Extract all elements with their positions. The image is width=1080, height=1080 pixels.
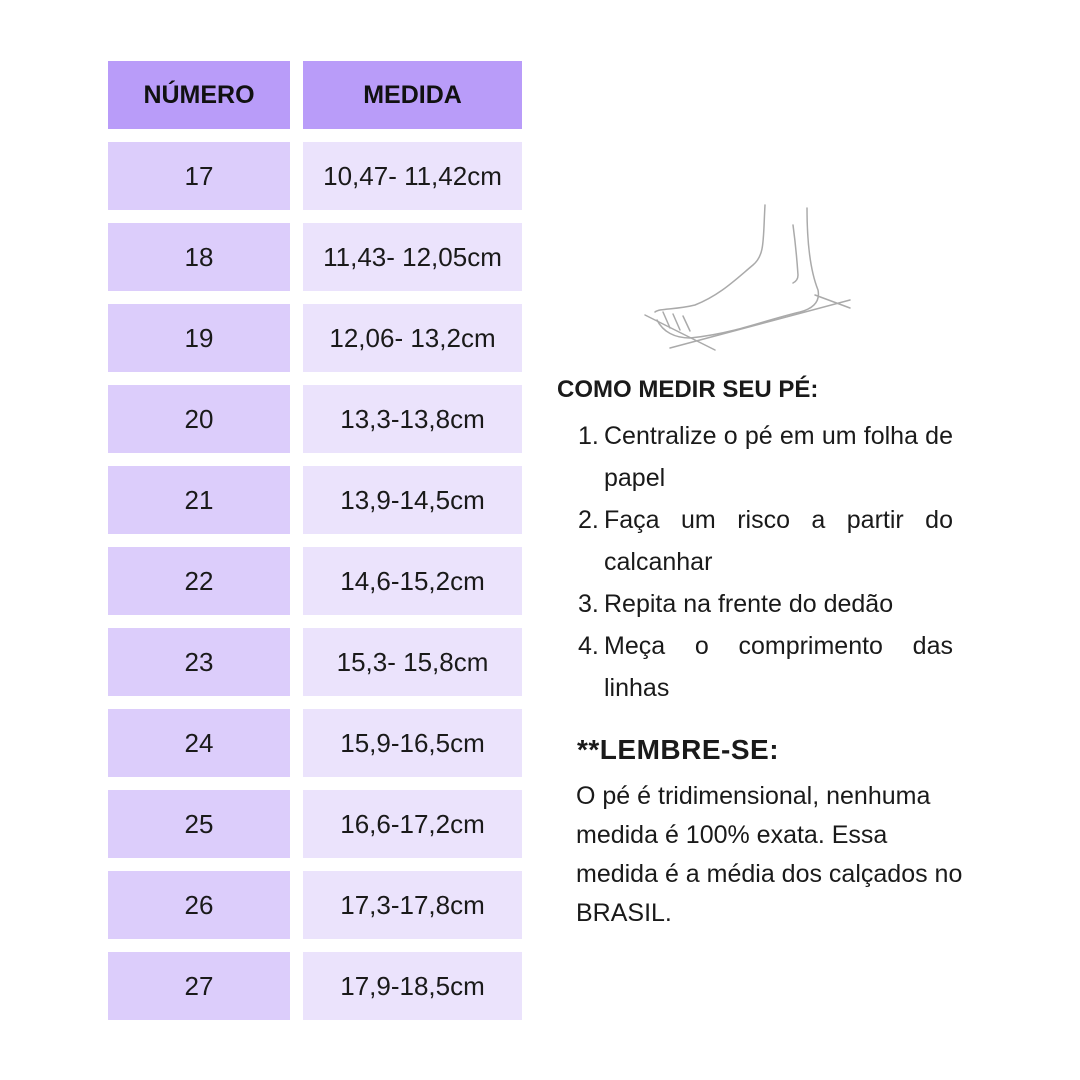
step-item	[578, 499, 953, 583]
header-medida: MEDIDA	[303, 61, 522, 129]
howto-title: COMO MEDIR SEU PÉ:	[557, 376, 819, 403]
size-cell: 23	[108, 628, 290, 696]
step-number: 4.	[578, 632, 599, 660]
measure-cell: 11,43- 12,05cm	[303, 223, 522, 291]
size-cell: 22	[108, 547, 290, 615]
howto-steps	[578, 415, 953, 709]
measure-cell: 16,6-17,2cm	[303, 790, 522, 858]
measure-cell: 15,9-16,5cm	[303, 709, 522, 777]
step-text: Faça um risco a partir do calcanhar	[604, 506, 953, 576]
size-cell: 24	[108, 709, 290, 777]
size-cell: 21	[108, 466, 290, 534]
measure-cell: 17,9-18,5cm	[303, 952, 522, 1020]
measure-cell: 17,3-17,8cm	[303, 871, 522, 939]
measure-cell: 15,3- 15,8cm	[303, 628, 522, 696]
step-number: 1.	[578, 422, 599, 450]
step-text: Repita na frente do dedão	[604, 590, 894, 618]
measure-cell: 12,06- 13,2cm	[303, 304, 522, 372]
size-cell: 25	[108, 790, 290, 858]
measure-cell: 10,47- 11,42cm	[303, 142, 522, 210]
measure-cell: 13,3-13,8cm	[303, 385, 522, 453]
measure-cell: 13,9-14,5cm	[303, 466, 522, 534]
foot-illustration	[635, 200, 855, 360]
step-item	[578, 625, 953, 709]
size-cell: 17	[108, 142, 290, 210]
step-text: Centralize o pé em um folha de papel	[604, 422, 953, 492]
step-text: Meça o comprimento das linhas	[604, 632, 953, 702]
size-cell: 19	[108, 304, 290, 372]
remember-title: **LEMBRE-SE:	[577, 734, 780, 765]
step-item	[578, 415, 953, 499]
size-cell: 18	[108, 223, 290, 291]
step-number: 2.	[578, 506, 599, 534]
size-cell: 27	[108, 952, 290, 1020]
step-number: 3.	[578, 590, 599, 618]
step-item	[578, 583, 953, 625]
measure-cell: 14,6-15,2cm	[303, 547, 522, 615]
size-cell: 26	[108, 871, 290, 939]
remember-text: O pé é tridimensional, nenhuma medida é 100% exata. Essa medida é a média dos calçados no BRASIL.	[576, 782, 963, 927]
header-numero: NÚMERO	[108, 61, 290, 129]
size-cell: 20	[108, 385, 290, 453]
